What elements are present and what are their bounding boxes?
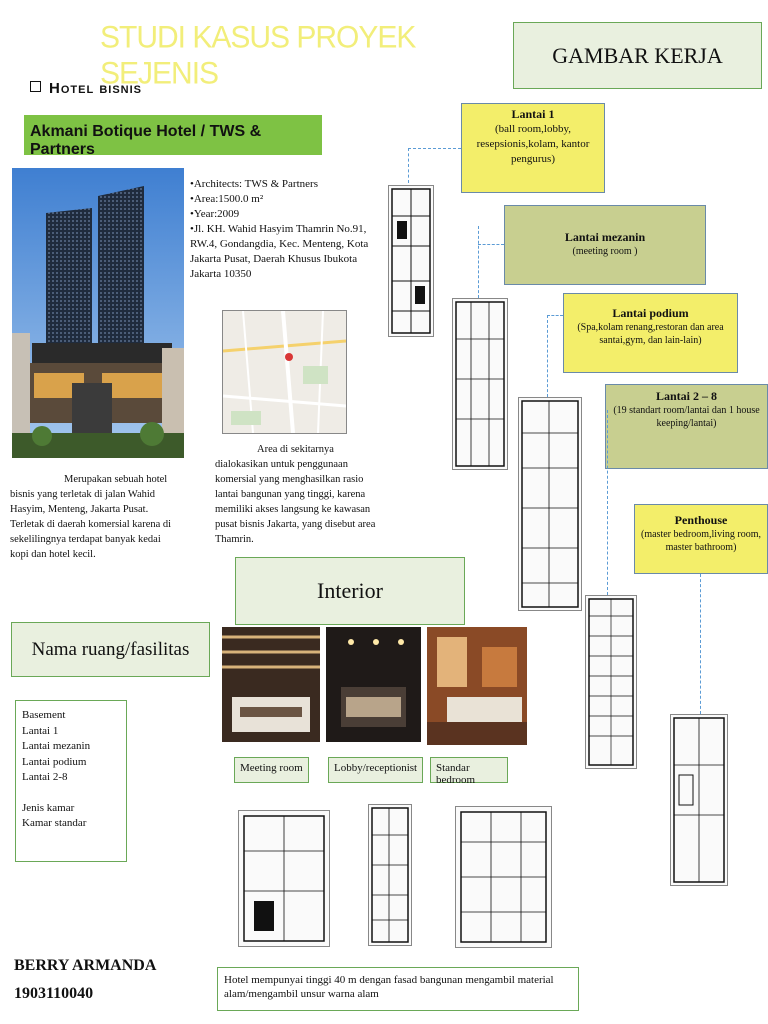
list-item: Lantai 1: [22, 724, 59, 737]
floor-desc: (Spa,kolam renang,restoran dan area santai,gym, dan lain-lain): [577, 322, 724, 346]
lobby-photo: [326, 627, 421, 742]
subtitle-text: Hotel bisnis: [49, 80, 143, 97]
floor-desc: (ball room,lobby, resepsionis,kolam, kantor pengurus): [476, 123, 590, 165]
list-item: Lantai 2-8: [22, 771, 68, 783]
list-spacer: [22, 786, 120, 801]
section-subtitle: [30, 80, 142, 97]
building-photo: [12, 168, 184, 458]
info-area: •Area:1500.0 m²: [190, 193, 264, 205]
interior-title: Interior: [317, 578, 383, 603]
floor-desc: (master bedroom,living room, master bathroom): [641, 529, 761, 553]
nama-ruang-title: Nama ruang/fasilitas: [31, 638, 190, 660]
info-address: •Jl. KH. Wahid Hasyim Thamrin No.91, RW.4, Gondangdia, Kec. Menteng, Kota Jakarta Pusat, Daerah Khusus Ibukota Jakarta 10350: [190, 223, 369, 280]
gambar-kerja-text: GAMBAR KERJA: [552, 42, 723, 68]
footer-note: Hotel mempunyai tinggi 40 m dengan fasad bangunan mengambil material alam/mengambil unsur warna alam: [217, 967, 579, 1011]
caption-meeting-room: Meeting room: [234, 757, 309, 783]
caption-lobby: Lobby/receptionist: [328, 757, 423, 783]
floor-plan-mezanin: [452, 298, 508, 470]
floor-title: Lantai podium: [612, 306, 689, 320]
list-item: Lantai podium: [22, 755, 87, 768]
info-year: •Year:2009: [190, 208, 240, 220]
list-item: Basement: [22, 709, 66, 721]
nama-ruang-heading: [11, 622, 210, 677]
hotel-description: Merupakan sebuah hotel bisnis yang terletak di jalan Wahid Hasyim, Menteng, Jakarta Pusat. Terletak di daerah komersial karena di sekelilingnya terdapat banyak kedai kopi dan hotel kecil.: [10, 474, 172, 560]
list-item: Lantai mezanin: [22, 740, 91, 752]
floor-box-lantai1: [461, 103, 605, 193]
project-info: [190, 177, 375, 282]
floor-plan-penthouse: [670, 714, 728, 886]
floor-plan-podium: [518, 397, 582, 611]
author-block: [14, 952, 156, 1008]
lobby-plan: [368, 804, 412, 946]
floor-plan-lantai28: [585, 595, 637, 769]
map-pin-icon: [285, 353, 293, 361]
list-item: Kamar standar: [22, 817, 87, 829]
floor-box-penthouse: [634, 504, 768, 574]
floor-plan-1: [388, 185, 434, 337]
bedroom-plan: [455, 806, 552, 948]
floor-desc: (19 standart room/lantai dan 1 house keeping/lantai): [613, 405, 760, 429]
floor-title: Lantai mezanin: [564, 230, 646, 244]
floor-title: Lantai 2 – 8: [655, 389, 717, 403]
interior-heading: [235, 557, 465, 625]
floor-title: Penthouse: [674, 513, 728, 527]
floor-desc: (meeting room ): [572, 246, 638, 257]
floor-box-lantai28: [605, 384, 768, 469]
caption-bedroom: Standar bedroom: [430, 757, 508, 783]
list-item: Jenis kamar: [22, 801, 75, 814]
location-map: [222, 310, 347, 434]
info-architect: •Architects: TWS & Partners: [190, 178, 318, 190]
floor-box-podium: [563, 293, 738, 373]
area-description: Area di sekitarnya dialokasikan untuk penggunaan komersial yang menghasilkan rasio lantai bangunan yang tinggi, karena memiliki akses langsung ke kawasan pusat bisnis Jakarta, yang disebut area Thamrin.: [215, 444, 376, 545]
bedroom-photo: [427, 627, 527, 745]
meeting-room-photo: [222, 627, 320, 742]
page-title: STUDI KASUS PROYEK SEJENIS: [100, 20, 416, 91]
meeting-room-plan: [238, 810, 330, 947]
author-id: 1903110040: [14, 985, 94, 1002]
floor-box-mezanin: [504, 205, 706, 285]
gambar-kerja-heading: [513, 22, 762, 89]
facility-list: [15, 700, 127, 862]
author-name: BERRY ARMANDA: [14, 957, 157, 974]
floor-title: Lantai 1: [511, 107, 555, 121]
checkbox-icon: [30, 81, 41, 92]
hotel-name-banner: Akmani Botique Hotel / TWS & Partners: [24, 115, 322, 155]
